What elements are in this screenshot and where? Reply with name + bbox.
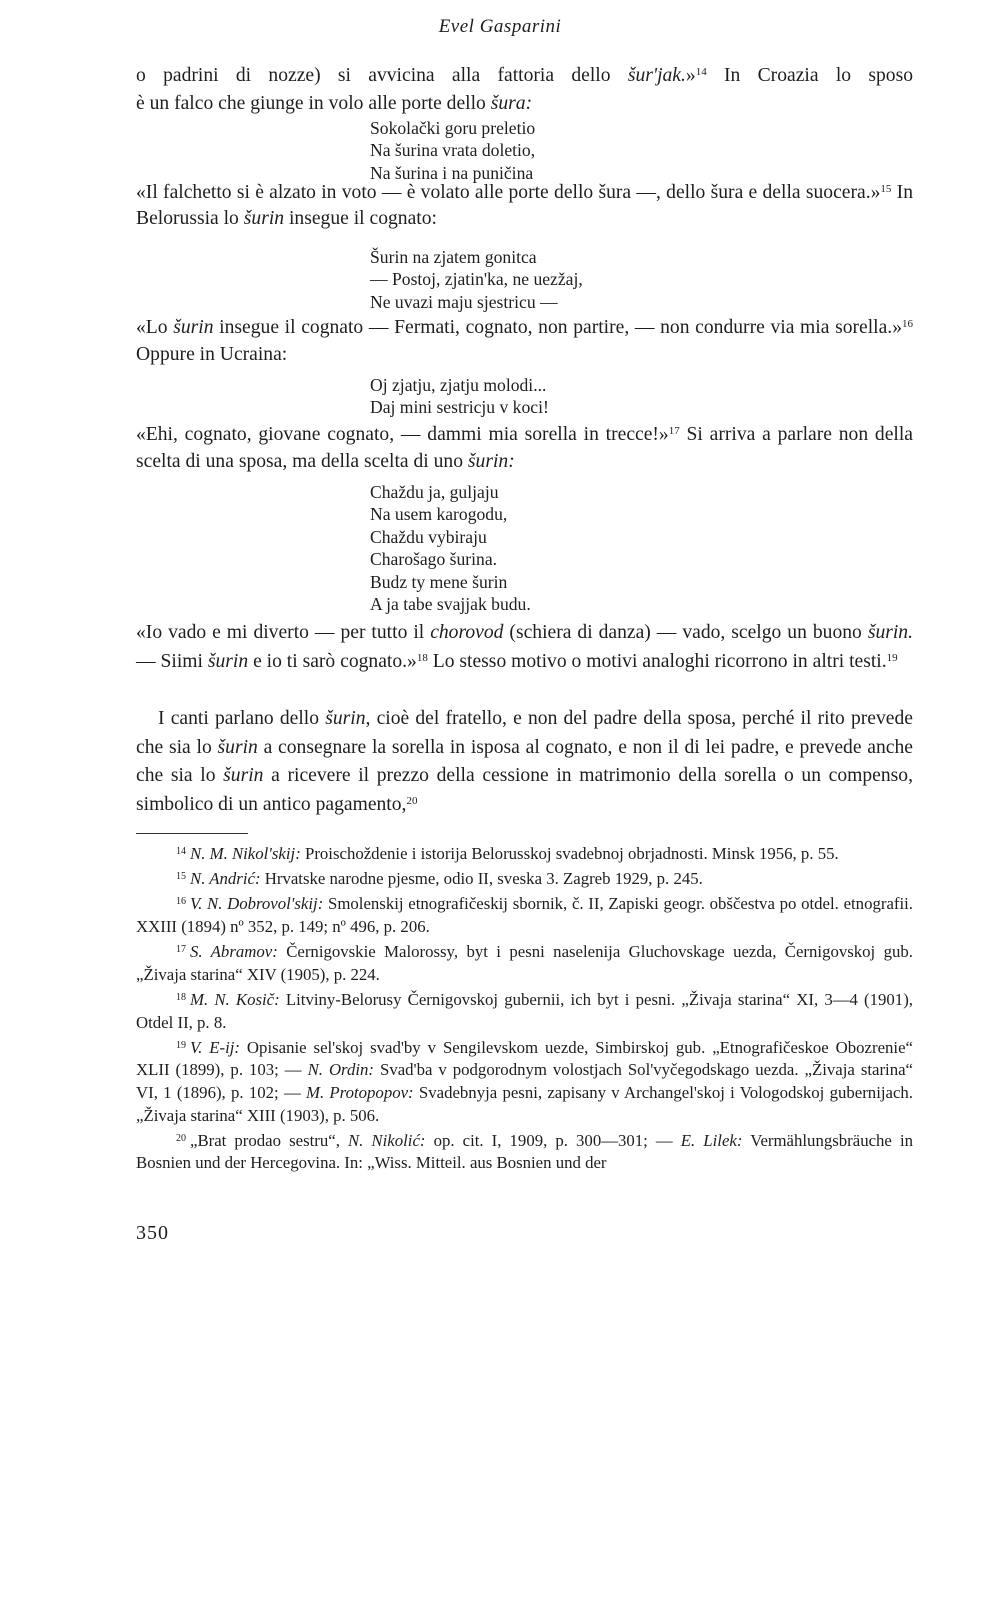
verse-line: — Postoj, zjatin'ka, ne uezžaj, [370,269,583,290]
paragraph-choice [136,421,913,475]
text-line: o padrini di nozze) si avvicina alla fattoria dello šur'jak.»$^{14}$ In Croazia lo sposo [136,65,913,86]
verse-line: Sokolački goru preletio [370,118,536,138]
verse-line: Chaždu vybiraju [370,526,487,547]
verse-ukrainian [370,374,549,419]
footnote-rule [136,833,248,834]
footnote-18: $^{18}$ M. N. Kosič: Litviny-Belorusy Černigovskoj gubernii, ich byt i pesni. „Živaja starina“ XI, 3—4 (1901), Otdel II, p. 8. [136,989,913,1032]
text-line: «Il falchetto si è alzato in voto — è volato alle porte dello šura —, dello šura e della suocera.»$^{15}$ In Belorussia lo šurin insegue il cognato: [136,182,913,229]
text-line: «Ehi, cognato, giovane cognato, — dammi mia sorella in trecce!»$^{17}$ Si arriva a parlare non della scelta di una sposa, ma della scelta di uno šurin: [136,424,913,472]
text-line: I canti parlano dello šurin, cioè del fratello, e non del padre della sposa, perché il rito prevede che sia lo šurin a consegnare la sorella in isposa al cognato, e non il di lei padre, e prevede anche che sia lo šurin a ricevere il prezzo della cessione in matrimonio della sorella o un compenso, simbolico di un antico pagamento,$^{20}$ [136,708,913,815]
running-head: Evel Gasparini [438,16,562,37]
paragraph-opening [136,62,913,117]
footnote-15: $^{15}$ N. Andrić: Hrvatske narodne pjesme, odio II, sveska 3. Zagreb 1929, p. 245. [176,869,703,889]
verse-croatian [370,117,535,184]
verse-belorussian-dance [370,481,531,615]
text-line: «Lo šurin insegue il cognato — Fermati, cognato, non partire, — non condurre via mia sorella.»$^{16}$ Oppure in Ucraina: [136,317,913,365]
text-line: «Io vado e mi diverto — per tutto il chorovod (schiera di danza) — vado, scelgo un buono šurin. — Siimi šurin e io ti sarò cognato.»$^{18}$ Lo stesso motivo o motivi analoghi ricorrono in altri testi.$^{19}$ [136,622,913,672]
footnote-20: $^{20}$ „Brat prodao sestru“, N. Nikolić: op. cit. I, 1909, p. 300—301; — E. Lilek: Vermählungsbräuche in Bosnien und der Hercegovina. In: „Wiss. Mitteil. aus Bosnien und der [136,1130,913,1173]
paragraph-chorovod [136,619,913,676]
footnote-16: $^{16}$ V. N. Dobrovol'skij: Smolenskij etnografičeskij sbornik, č. II, Zapiski geogr. obščestva po otdel. etnografii. XXIII (1894) nº 352, p. 149; nº 496, p. 206. [136,894,913,936]
paragraph-ukraine [136,314,913,368]
verse-line: Šurin na zjatem gonitca [370,247,537,267]
verse-line: Ne uvazi maju sjestricu — [370,291,558,312]
verse-line: Na šurina i na puničina [370,162,534,183]
verse-line: Na usem karogodu, [370,504,508,525]
verse-line: Oj zjatju, zjatju molodi... [370,375,547,395]
verse-line: Chaždu ja, guljaju [370,482,499,502]
paragraph-belorussia [136,180,913,232]
footnote-17: $^{17}$ S. Abramov: Černigovskie Malorossy, byt i pesni naselenija Gluchovskage uezda, Černigovskoj gub. „Živaja starina“ XIV (1905), p. 224. [136,942,913,984]
verse-line: Na šurina vrata doletio, [370,140,536,161]
page-number: 350 [136,1222,169,1244]
verse-line: A ja tabe svajjak budu. [370,594,531,615]
footnotes [136,843,913,1177]
text-line: è un falco che giunge in volo alle porte dello šura: [136,92,533,114]
footnote-19: $^{19}$ V. E-ij: Opisanie sel'skoj svad'by v Sengilevskom uezde, Simbirskoj gub. „Etnografičeskoe Obozrenie“ XLII (1899), p. 103; — N. Ordin: Svad'ba v podgorodnym volostjach Sol'vyčegodskago uezda. „Živaja starina“ VI, 1 (1896), p. 102; — M. Protopopov: Svadebnyja pesni, zapisany v Archangel'skoj i Vologodskoj gubernijach. „Živaja starina“ XIII (1903), p. 506. [136,1037,913,1125]
verse-line: Daj mini sestricju v koci! [370,397,549,418]
footnote-14: $^{14}$ N. M. Nikol'skij: Proischoždenie i istorija Belorusskoj svadebnoj obrjadnosti. Minsk 1956, p. 55. [176,844,839,863]
verse-line: Charošago šurina. [370,549,498,570]
paragraph-brother-role [136,705,913,819]
verse-belorussian [370,246,583,313]
verse-line: Budz ty mene šurin [370,571,508,592]
